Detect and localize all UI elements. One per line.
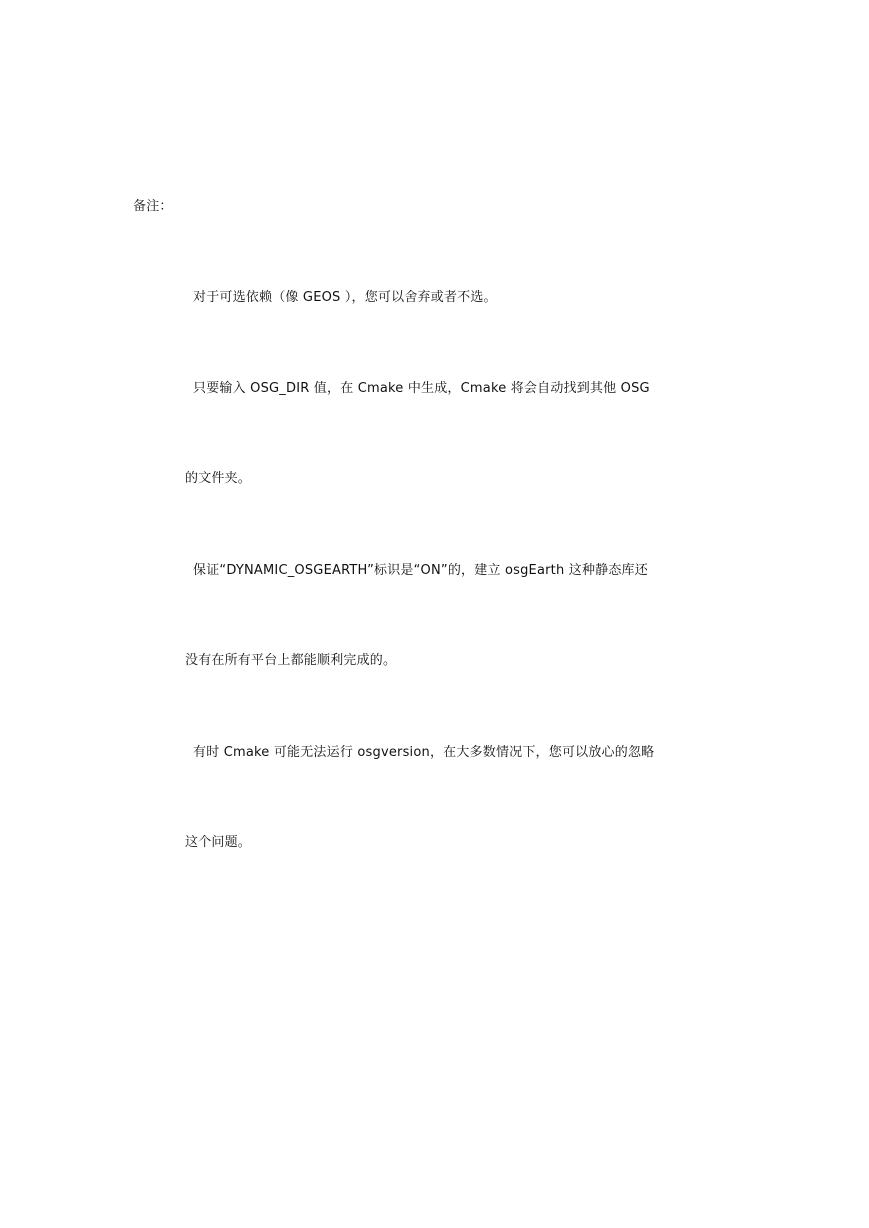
- note-line-osg-dir: 只要输入 OSG_DIR 值，在 Cmake 中生成，Cmake 将会自动找到其他 OSG: [193, 381, 650, 396]
- note-line-optional-dependencies: 对于可选依赖（像 GEOS ），您可以舍弃或者不选。: [193, 290, 497, 305]
- note-line-osg-dir-continued: 的文件夹。: [185, 471, 252, 486]
- note-line-osgversion: 有时 Cmake 可能无法运行 osgversion，在大多数情况下，您可以放心的忽略: [193, 745, 655, 760]
- note-line-osgversion-continued: 这个问题。: [185, 835, 252, 850]
- note-line-dynamic-osgearth: 保证“DYNAMIC_OSGEARTH”标识是“ON”的，建立 osgEarth 这种静态库还: [193, 563, 648, 578]
- note-heading: 备注：: [133, 199, 173, 214]
- note-line-dynamic-osgearth-continued: 没有在所有平台上都能顺利完成的。: [185, 653, 397, 668]
